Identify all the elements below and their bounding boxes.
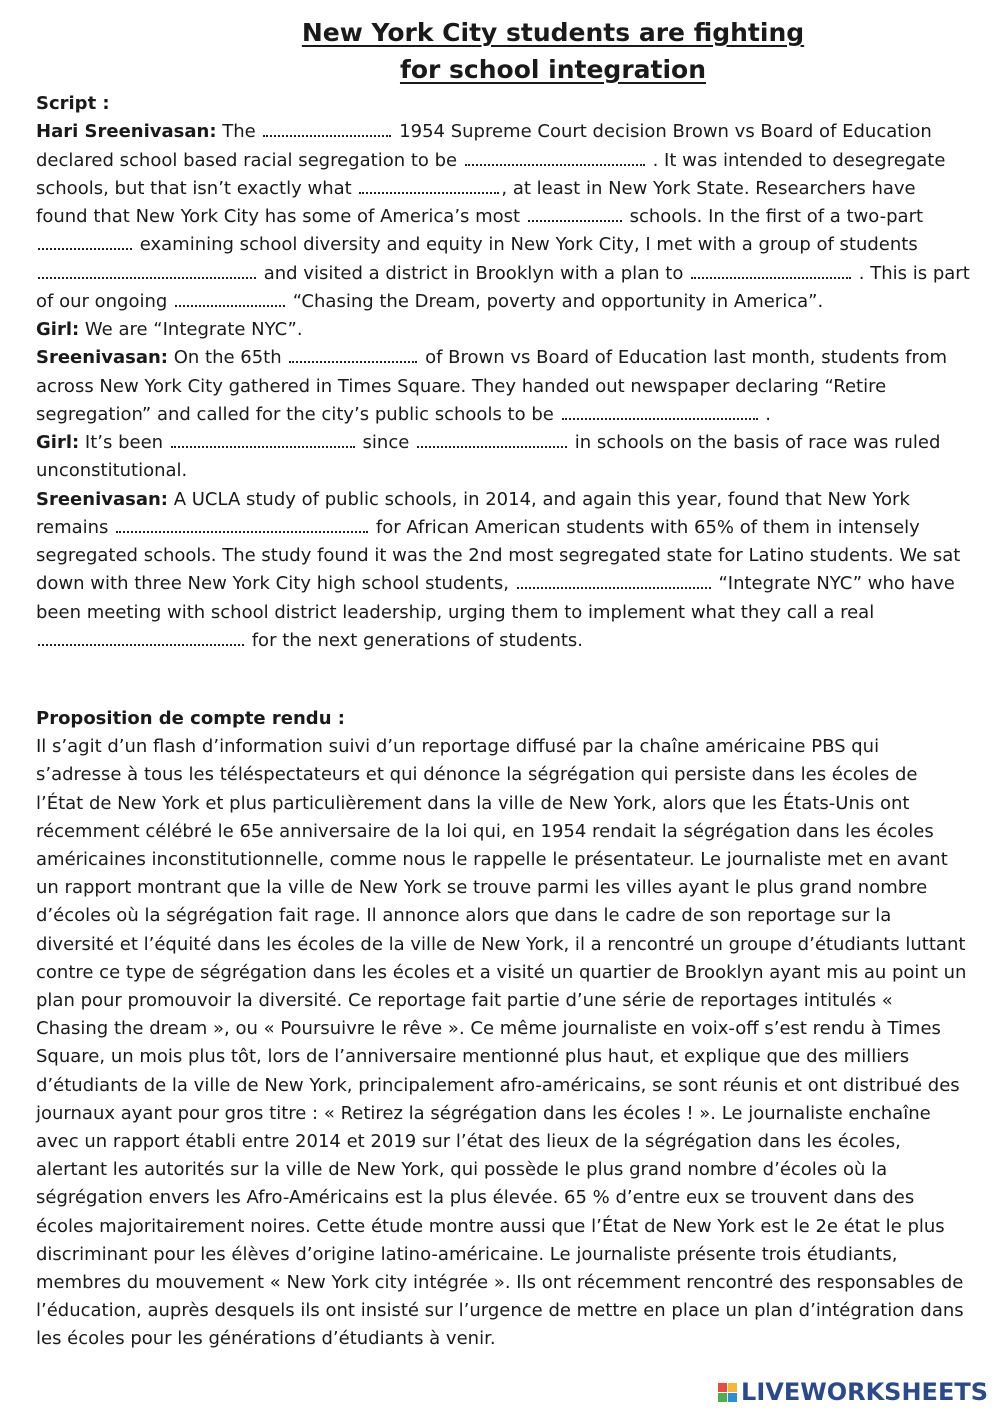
title-line-1: New York City students are fighting [301, 18, 805, 47]
report-section [36, 705, 970, 1354]
worksheet-page [36, 0, 970, 1354]
script-paragraph: Hari Sreenivasan: The 1954 Supreme Court decision Brown vs Board of Education declared school based racial segregation to be . It was intended to desegregate schools, but that isn’t exactly what , at least in New York State. Researchers have found that New York City has some of America’s most schools. In the first of a two-part examining school diversity and equity in New York City, I met with a group of students and visited a district in Brooklyn with a plan to . This is part of our ongoing “Chasing the Dream, poverty and opportunity in America”. [36, 121, 970, 312]
answer-blank[interactable] [528, 206, 622, 222]
script-paragraph: Girl: It’s been since in schools on the basis of race was ruled unconstitutional. [36, 432, 941, 482]
script-paragraph: Sreenivasan: On the 65th of Brown vs Board of Education last month, students from across New York City gathered in Times Square. They handed out newspaper declaring “Retire segregation” and called for the city’s public schools to be . [36, 347, 948, 425]
answer-blank[interactable] [691, 263, 851, 279]
script-heading: Script : [36, 93, 110, 114]
speaker-label: Girl: [36, 432, 80, 453]
script-body [36, 118, 970, 655]
answer-blank[interactable] [171, 432, 355, 448]
script-section [36, 90, 970, 655]
answer-blank[interactable] [38, 234, 132, 250]
speaker-label: Hari Sreenivasan: [36, 121, 217, 143]
logo-badge-icon [718, 1383, 737, 1402]
report-heading: Proposition de compte rendu : [36, 708, 345, 729]
answer-blank[interactable] [417, 432, 567, 448]
answer-blank[interactable] [465, 150, 645, 166]
title-line-2: for school integration [399, 55, 707, 84]
speaker-label: Sreenivasan: [36, 488, 168, 510]
answer-blank[interactable] [289, 347, 417, 363]
speaker-label: Girl: [36, 319, 80, 340]
answer-blank[interactable] [562, 404, 758, 420]
answer-blank[interactable] [359, 178, 499, 194]
answer-blank[interactable] [38, 263, 256, 279]
liveworksheets-logo [718, 1378, 988, 1406]
answer-blank[interactable] [263, 121, 391, 137]
answer-blank[interactable] [38, 630, 244, 646]
speaker-label: Sreenivasan: [36, 347, 168, 369]
answer-blank[interactable] [175, 291, 285, 307]
script-paragraph: Sreenivasan: A UCLA study of public schools, in 2014, and again this year, found that New York remains for African American students with 65% of them in intensely segregated schools. The study found it was the 2nd most segregated state for Latino students. We sat down with three New York City high school students, “Integrate NYC” who have been meeting with school district leadership, urging them to implement what they call a real for the next generations of students. [36, 488, 961, 651]
report-body: Il s’agit d’un flash d’information suivi d’un reportage diffusé par la chaîne américaine PBS qui s’adresse à tous les téléspectateurs et qui dénonce la ségrégation qui persiste dans les écoles de l’État de New York et plus particulièrement dans la ville de New York, alors que les États-Unis ont récemment célébré le 65e anniversaire de la loi qui, en 1954 rendait la ségrégation dans les écoles américaines inconstitutionnelle, comme nous le rappelle le présentateur. Le journaliste met en avant un rapport montrant que la ville de New York se trouve parmi les villes ayant le plus grand nombre d’écoles où la ségrégation fait rage. Il annonce alors que dans le cadre de son reportage sur la diversité et l’équité dans les écoles de la ville de New York, il a rencontré un groupe d’étudiants luttant contre ce type de ségrégation dans les écoles et a visité un quartier de Brooklyn ayant mis au point un plan pour promouvoir la diversité. Ce reportage fait partie d’une série de reportages intitulés « Chasing the dream », ou « Poursuivre le rêve ». Ce même journaliste en voix-off s’est rendu à Times Square, un mois plus tôt, lors de l’anniversaire mentionné plus haut, et explique que des milliers d’étudiants de la ville de New York, principalement afro-américains, se sont réunis et ont distribué des journaux ayant pour gros titre : « Retirez la ségrégation dans les écoles ! ». Le journaliste enchaîne avec un rapport établi entre 2014 et 2019 sur l’état des lieux de la ségrégation dans les écoles, alertant les autorités sur la ville de New York, qui possède le plus grand nombre d’écoles où la ségrégation envers les Afro-Américains est la plus élevée. 65 % d’entre eux se trouvent dans des écoles majoritairement noires. Cette étude montre aussi que l’État de New York est le 2e état le plus discriminant pour les élèves d’origine latino-américaine. Le journaliste présente trois étudiants, membres du mouvement « New York city intégrée ». Ils ont récemment rencontré des responsables de l’éducation, auprès desquels ils ont insisté sur l’urgence de mettre en place un plan d’intégration dans les écoles pour les générations d’étudiants à venir. [36, 736, 967, 1350]
answer-blank[interactable] [116, 517, 368, 533]
script-paragraph: Girl: We are “Integrate NYC”. [36, 319, 303, 340]
page-title [36, 0, 970, 88]
answer-blank[interactable] [517, 573, 711, 589]
logo-text: LIVEWORKSHEETS [741, 1378, 988, 1406]
